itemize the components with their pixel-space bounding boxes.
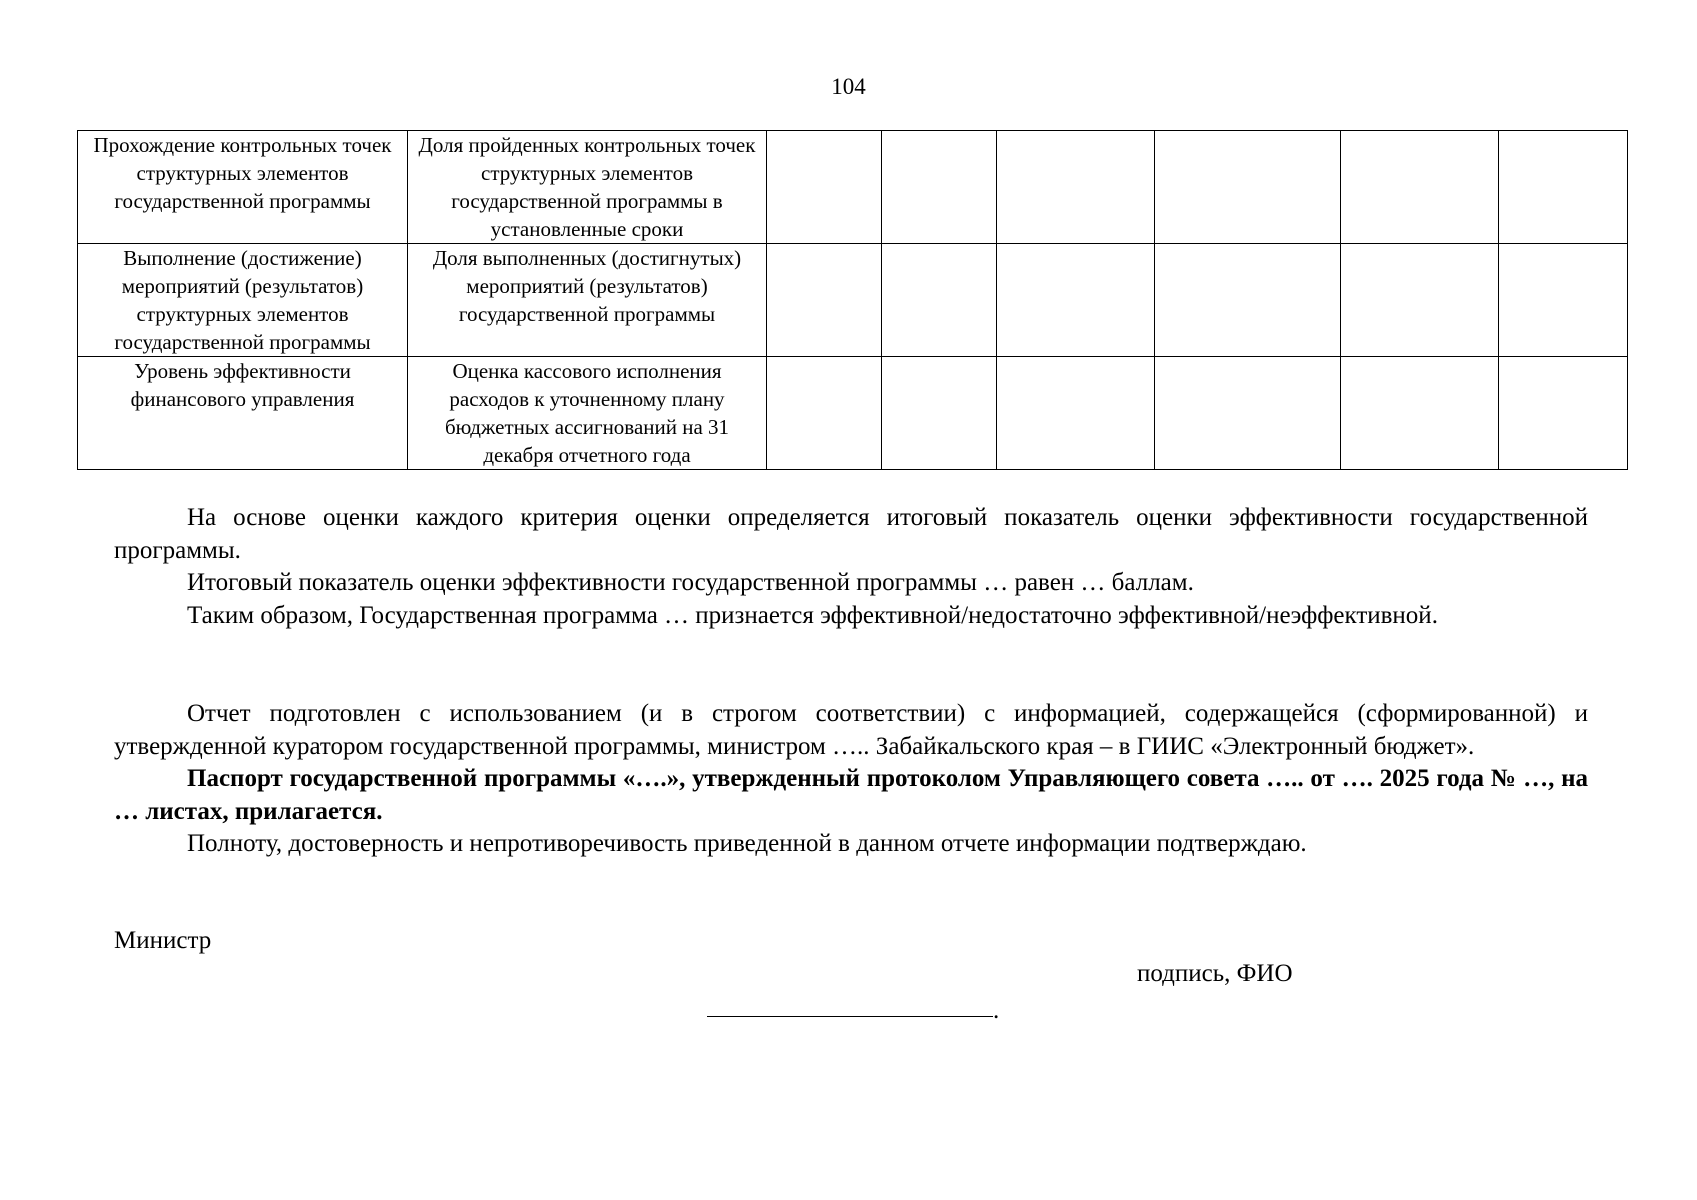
page-number: 104: [831, 74, 866, 99]
conclusion-block: [114, 502, 1588, 632]
empty-cell: [997, 244, 1155, 357]
empty-cell: [882, 244, 997, 357]
criterion-cell: Уровень эффективности финансового управления: [78, 357, 408, 470]
empty-cell: [1341, 244, 1499, 357]
empty-cell: [882, 357, 997, 470]
empty-cell: [882, 131, 997, 244]
signature-label: подпись, ФИО: [1137, 960, 1293, 987]
empty-cell: [767, 244, 882, 357]
signature-line-end: .: [993, 997, 1000, 1024]
paragraph-report-source: Отчет подготовлен с использованием (и в строгом соответствии) с информацией, содержащейся (сформированной) и утвержденной куратором государственной программы, министром ….. Забайкальского края – в ГИИС «Электронный бюджет».: [114, 700, 1588, 760]
paragraph-total-score: Итоговый показатель оценки эффективности государственной программы … равен … баллам.: [187, 569, 1194, 596]
empty-cell: [1499, 131, 1628, 244]
empty-cell: [1341, 131, 1499, 244]
empty-cell: [1155, 357, 1341, 470]
empty-cell: [997, 357, 1155, 470]
table-row: [78, 357, 1628, 470]
paragraph-program-status: Таким образом, Государственная программа … признается эффективной/недостаточно эффективной/неэффективной.: [187, 601, 1438, 629]
paragraph-confirmation: Полноту, достоверность и непротиворечивость приведенной в данном отчете информации подтверждаю.: [187, 830, 1307, 857]
empty-cell: [1499, 244, 1628, 357]
criteria-table: [77, 130, 1628, 470]
indicator-cell: Оценка кассового исполнения расходов к уточненному плану бюджетных ассигнований на 31 декабря отчетного года: [408, 357, 767, 470]
paragraph-total-score-method: На основе оценки каждого критерия оценки определяется итоговый показатель оценки эффективности государственной программы.: [114, 504, 1588, 564]
criterion-cell: Прохождение контрольных точек структурных элементов государственной программы: [78, 131, 408, 244]
indicator-cell: Доля выполненных (достигнутых) мероприятий (результатов) государственной программы: [408, 244, 767, 357]
empty-cell: [1155, 244, 1341, 357]
empty-cell: [1155, 131, 1341, 244]
empty-cell: [997, 131, 1155, 244]
signature-line: [707, 1016, 993, 1017]
report-block: [114, 698, 1588, 861]
empty-cell: [767, 131, 882, 244]
table-row: [78, 244, 1628, 357]
indicator-cell: Доля пройденных контрольных точек структурных элементов государственной программы в установленные сроки: [408, 131, 767, 244]
criterion-cell: Выполнение (достижение) мероприятий (результатов) структурных элементов государственной программы: [78, 244, 408, 357]
empty-cell: [1341, 357, 1499, 470]
minister-title: Министр: [114, 927, 212, 954]
empty-cell: [1499, 357, 1628, 470]
table-row: [78, 131, 1628, 244]
empty-cell: [767, 357, 882, 470]
paragraph-passport-attachment: Паспорт государственной программы «….», утвержденный протоколом Управляющего совета ….. от …. 2025 года № …, на … листах, прилагается.: [114, 765, 1588, 825]
